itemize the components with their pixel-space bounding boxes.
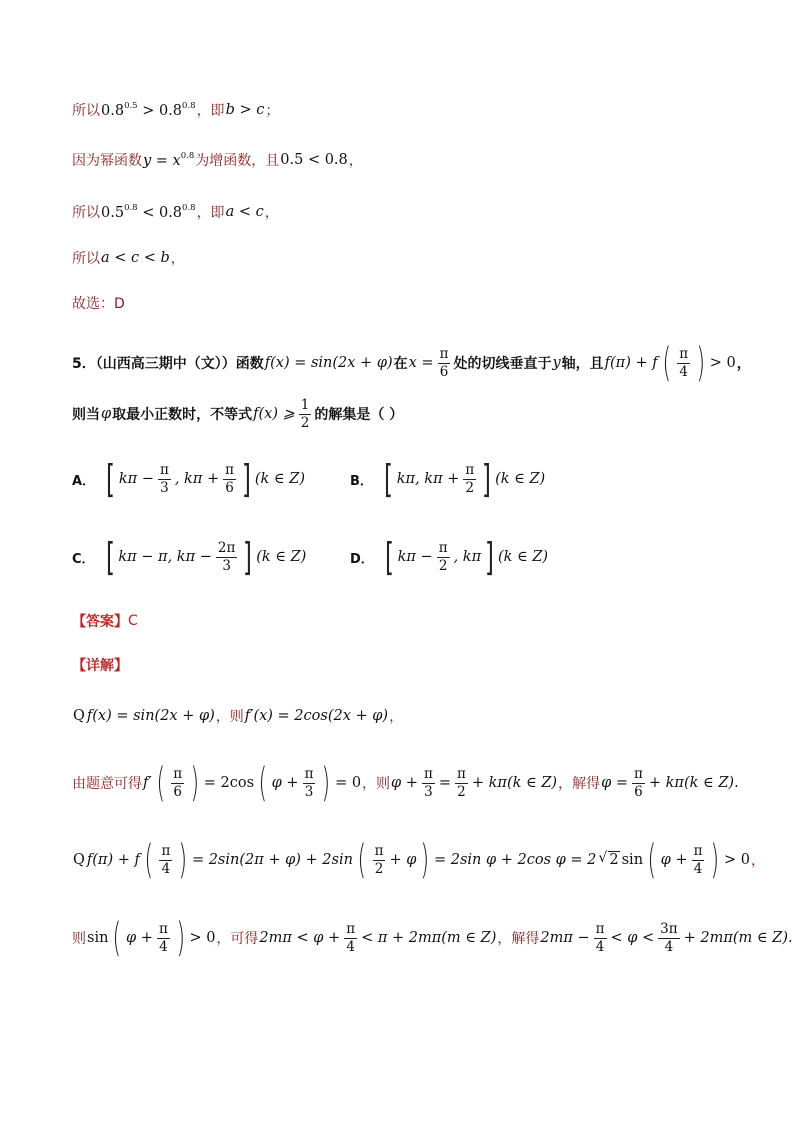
text: 则当 xyxy=(72,407,100,424)
solution-line-3 xyxy=(72,202,279,222)
option-c xyxy=(72,535,307,579)
paren-group: ( φ + $\frac{\pi}{4}$ ) xyxy=(647,837,720,883)
fraction: $\frac{\pi}{4}$ xyxy=(346,920,356,955)
because-glyph: Q xyxy=(73,708,85,724)
math: f(x) ⩾ xyxy=(253,406,295,423)
option-c-label: C． xyxy=(72,551,95,567)
option-b xyxy=(350,457,546,501)
math: a < c < b xyxy=(101,250,170,266)
because-glyph: Q xyxy=(73,852,85,868)
explanation-line-2 xyxy=(72,760,740,806)
fraction: $\frac{\pi}{2}$ xyxy=(457,765,466,800)
math: φ = xyxy=(601,775,628,791)
math: sin xyxy=(87,930,109,946)
text: 所以 xyxy=(72,103,100,119)
math: + kπ(k ∈ Z) xyxy=(471,775,558,791)
math: y xyxy=(552,355,561,371)
text: 取最小正数时，不等式 xyxy=(112,407,253,424)
text: ， xyxy=(751,853,766,869)
text: ，可得 xyxy=(216,931,259,947)
fraction: $\frac{\pi}{3}$ xyxy=(423,765,433,800)
option-d xyxy=(350,535,549,579)
math: sin xyxy=(621,852,644,868)
math: > 0 xyxy=(709,355,736,371)
math: f(x) = sin(2x + φ) xyxy=(264,355,393,371)
text: ，则 xyxy=(215,709,244,725)
problem-statement-line-2 xyxy=(72,398,403,430)
math: < φ < xyxy=(610,930,655,946)
problem-prefix: 5．（山西高三期中（文））函数 xyxy=(72,356,264,372)
option-a xyxy=(72,457,306,501)
paren-group: ( φ + $\frac{\pi}{4}$ ) xyxy=(112,915,185,961)
answer-line xyxy=(72,611,138,631)
fraction: $\frac{\pi}{6}$ xyxy=(634,765,643,800)
option-d-label: D． xyxy=(350,551,374,567)
text: 为增函数，且 xyxy=(195,153,280,169)
explanation-line-1 xyxy=(72,706,403,726)
text: ， xyxy=(170,251,185,267)
detail-label: 【详解】 xyxy=(72,658,128,674)
math: 2mπ < φ + xyxy=(259,930,341,946)
math: > 0 xyxy=(724,852,751,868)
option-b-label: B． xyxy=(350,473,373,489)
paren-group: ( $\frac{\pi}{2}$ + φ ) xyxy=(357,837,430,883)
explanation-line-4 xyxy=(72,915,794,961)
text: 处的切线垂直于 xyxy=(453,356,552,372)
text: 轴，且 xyxy=(561,356,604,372)
fraction: $\frac{1}{2}$ xyxy=(300,397,310,431)
sqrt: √ 2 xyxy=(599,852,620,868)
math: + kπ(k ∈ Z). xyxy=(648,775,739,791)
math: = 2sin(2π + φ) + 2sin xyxy=(191,852,353,868)
math: f′ xyxy=(143,775,152,791)
detail-heading xyxy=(72,655,128,675)
solution-line-1 xyxy=(72,100,279,120)
explanation-line-3 xyxy=(72,837,766,883)
math: f(π) + f xyxy=(86,852,140,868)
text: ， xyxy=(736,356,751,372)
math: = xyxy=(438,775,451,791)
text: ； xyxy=(265,103,280,119)
text: 所以 xyxy=(72,205,100,221)
math: > 0 xyxy=(189,930,216,946)
answer-value: C xyxy=(128,613,138,629)
text: 在 xyxy=(393,356,408,372)
math: $0.8^{0.5} > 0.8^{0.8}$ xyxy=(101,101,196,119)
math: b > c xyxy=(225,102,265,118)
math: + 2mπ(m ∈ Z). xyxy=(683,930,793,946)
text: ，解得 xyxy=(558,776,601,792)
text: 故选：D xyxy=(72,296,125,312)
text: 因为幂函数 xyxy=(72,153,142,169)
paren-group: ( $\frac{\pi}{4}$ ) xyxy=(662,340,706,386)
solution-choice xyxy=(72,293,125,313)
math: f′(x) = 2cos(2x + φ) xyxy=(244,708,389,724)
option-a-interval: [ kπ − $\frac{\pi}{3}$ , kπ + $\frac{\pi}{6}$ ] (k ∈ Z) xyxy=(106,457,305,501)
math: x = xyxy=(408,355,434,371)
text: ， xyxy=(389,709,404,725)
fraction: $\frac{\pi}{6}$ xyxy=(439,345,449,380)
text: ， xyxy=(348,153,363,169)
solution-line-2 xyxy=(72,150,363,170)
math: 0.5 < 0.8 xyxy=(280,152,348,168)
text: ，解得 xyxy=(497,931,540,947)
math: $0.5^{0.8} < 0.8^{0.8}$ xyxy=(101,203,196,221)
math: a < c xyxy=(225,204,264,220)
solution-line-4 xyxy=(72,248,185,268)
option-c-interval: [ kπ − π, kπ − $\frac{2\pi}{3}$ ] (k ∈ Z) xyxy=(105,535,307,579)
option-a-label: A． xyxy=(72,473,96,489)
text: 的解集是（ ） xyxy=(314,407,404,424)
text: 所以 xyxy=(72,251,100,267)
fraction: $\frac{\pi}{4}$ xyxy=(595,920,605,955)
math: < π + 2mπ(m ∈ Z) xyxy=(361,930,497,946)
math: = 2cos xyxy=(203,775,255,791)
math: f(π) + f xyxy=(604,355,658,371)
text: 则 xyxy=(72,931,86,947)
text: ， xyxy=(264,205,279,221)
problem-statement-line-1 xyxy=(72,340,751,386)
math: f(x) = sin(2x + φ) xyxy=(86,708,215,724)
text: 由题意可得 xyxy=(72,776,142,792)
math: φ + xyxy=(391,775,418,791)
paren-group: ( φ + $\frac{\pi}{3}$ ) xyxy=(258,760,331,806)
math: = 2sin φ + 2cos φ = 2 xyxy=(433,852,597,868)
text: ，即 xyxy=(196,205,225,221)
math: $y = x^{0.8}$ xyxy=(143,151,195,169)
text: ，则 xyxy=(362,776,391,792)
answer-label: 【答案】 xyxy=(72,614,128,630)
paren-group: ( $\frac{\pi}{6}$ ) xyxy=(156,760,200,806)
math: = 0 xyxy=(335,775,362,791)
fraction: $\frac{3\pi}{4}$ xyxy=(660,920,678,955)
option-d-interval: [ kπ − $\frac{\pi}{2}$ , kπ ] (k ∈ Z) xyxy=(384,535,549,579)
text: ，即 xyxy=(196,103,225,119)
math: φ xyxy=(101,406,112,423)
paren-group: ( $\frac{\pi}{4}$ ) xyxy=(144,837,188,883)
math: 2mπ − xyxy=(540,930,590,946)
option-b-interval: [ kπ, kπ + $\frac{\pi}{2}$ ] (k ∈ Z) xyxy=(383,457,546,501)
